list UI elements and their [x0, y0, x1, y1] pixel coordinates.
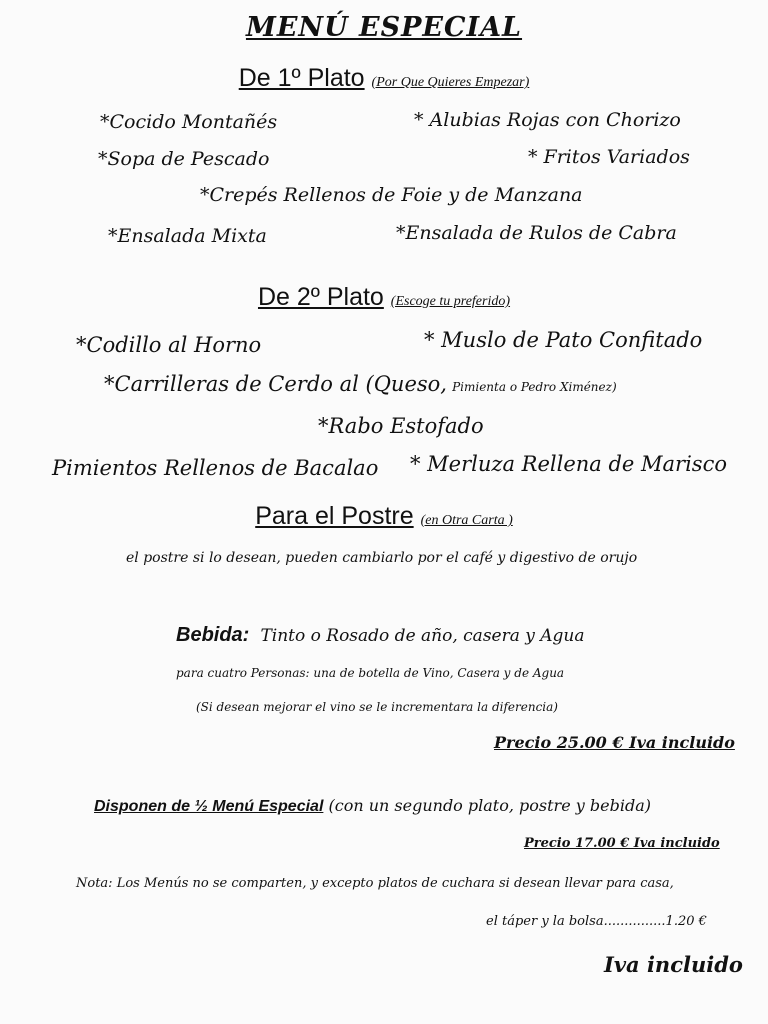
first-course-subtitle: (Por Que Quieres Empezar): [371, 75, 530, 90]
iva-footer: Iva incluido: [604, 952, 743, 977]
dish-item: *Ensalada Mixta: [108, 225, 267, 247]
dish-item-options: Pimienta o Pedro Ximénez): [452, 380, 617, 394]
half-menu-text: (con un segundo plato, postre y bebida): [328, 796, 651, 815]
drink-text: Tinto o Rosado de año, casera y Agua: [260, 626, 585, 646]
dish-item: *Rabo Estofado: [318, 414, 484, 438]
dish-item: *Crepés Rellenos de Foie y de Manzana: [200, 184, 583, 206]
menu-title: MENÚ ESPECIAL: [245, 12, 523, 43]
drink-label: Bebida:: [176, 624, 250, 646]
dish-item-carrilleras: [104, 372, 617, 396]
first-course-title: De 1º Plato: [238, 64, 365, 92]
price-half-menu: Precio 17.00 € Iva incluido: [524, 836, 720, 851]
dish-item: *Sopa de Pescado: [98, 148, 270, 170]
price-full-menu: Precio 25.00 € Iva incluido: [494, 733, 735, 752]
drink-note-quantity: para cuatro Personas: una de botella de Vino, Casera y de Agua: [176, 666, 565, 680]
second-course-title: De 2º Plato: [257, 283, 384, 311]
dessert-subtitle: (en Otra Carta ): [420, 513, 513, 528]
second-course-heading: [0, 283, 768, 312]
dessert-title: Para el Postre: [255, 502, 414, 530]
drink-line: [176, 624, 585, 647]
takeaway-note: Nota: Los Menús no se comparten, y excepto platos de cuchara si desean llevar para casa,: [76, 876, 674, 891]
dish-item: * Merluza Rellena de Marisco: [410, 452, 727, 476]
half-menu-label: Disponen de ½ Menú Especial: [94, 798, 324, 815]
dish-item: *Codillo al Horno: [76, 333, 262, 357]
first-course-heading: [0, 64, 768, 93]
dish-item: * Muslo de Pato Confitado: [424, 328, 703, 352]
dish-item: Pimientos Rellenos de Bacalao: [52, 456, 379, 480]
dessert-heading: [0, 502, 768, 531]
drink-note-upgrade: (Si desean mejorar el vino se le incrementara la diferencia): [196, 700, 558, 714]
second-course-subtitle: (Escoge tu preferido): [390, 294, 511, 309]
dish-item: *Carrilleras de Cerdo al (Queso,: [104, 372, 447, 396]
dish-item: *Ensalada de Rulos de Cabra: [396, 222, 677, 244]
half-menu-line: [94, 796, 651, 816]
dessert-note: el postre si lo desean, pueden cambiarlo por el café y digestivo de orujo: [126, 550, 638, 566]
dish-item: * Alubias Rojas con Chorizo: [414, 109, 681, 131]
dish-item: *Cocido Montañés: [100, 111, 278, 133]
takeaway-price: el táper y la bolsa...............1.20 €: [486, 914, 707, 929]
dish-item: * Fritos Variados: [528, 146, 690, 168]
